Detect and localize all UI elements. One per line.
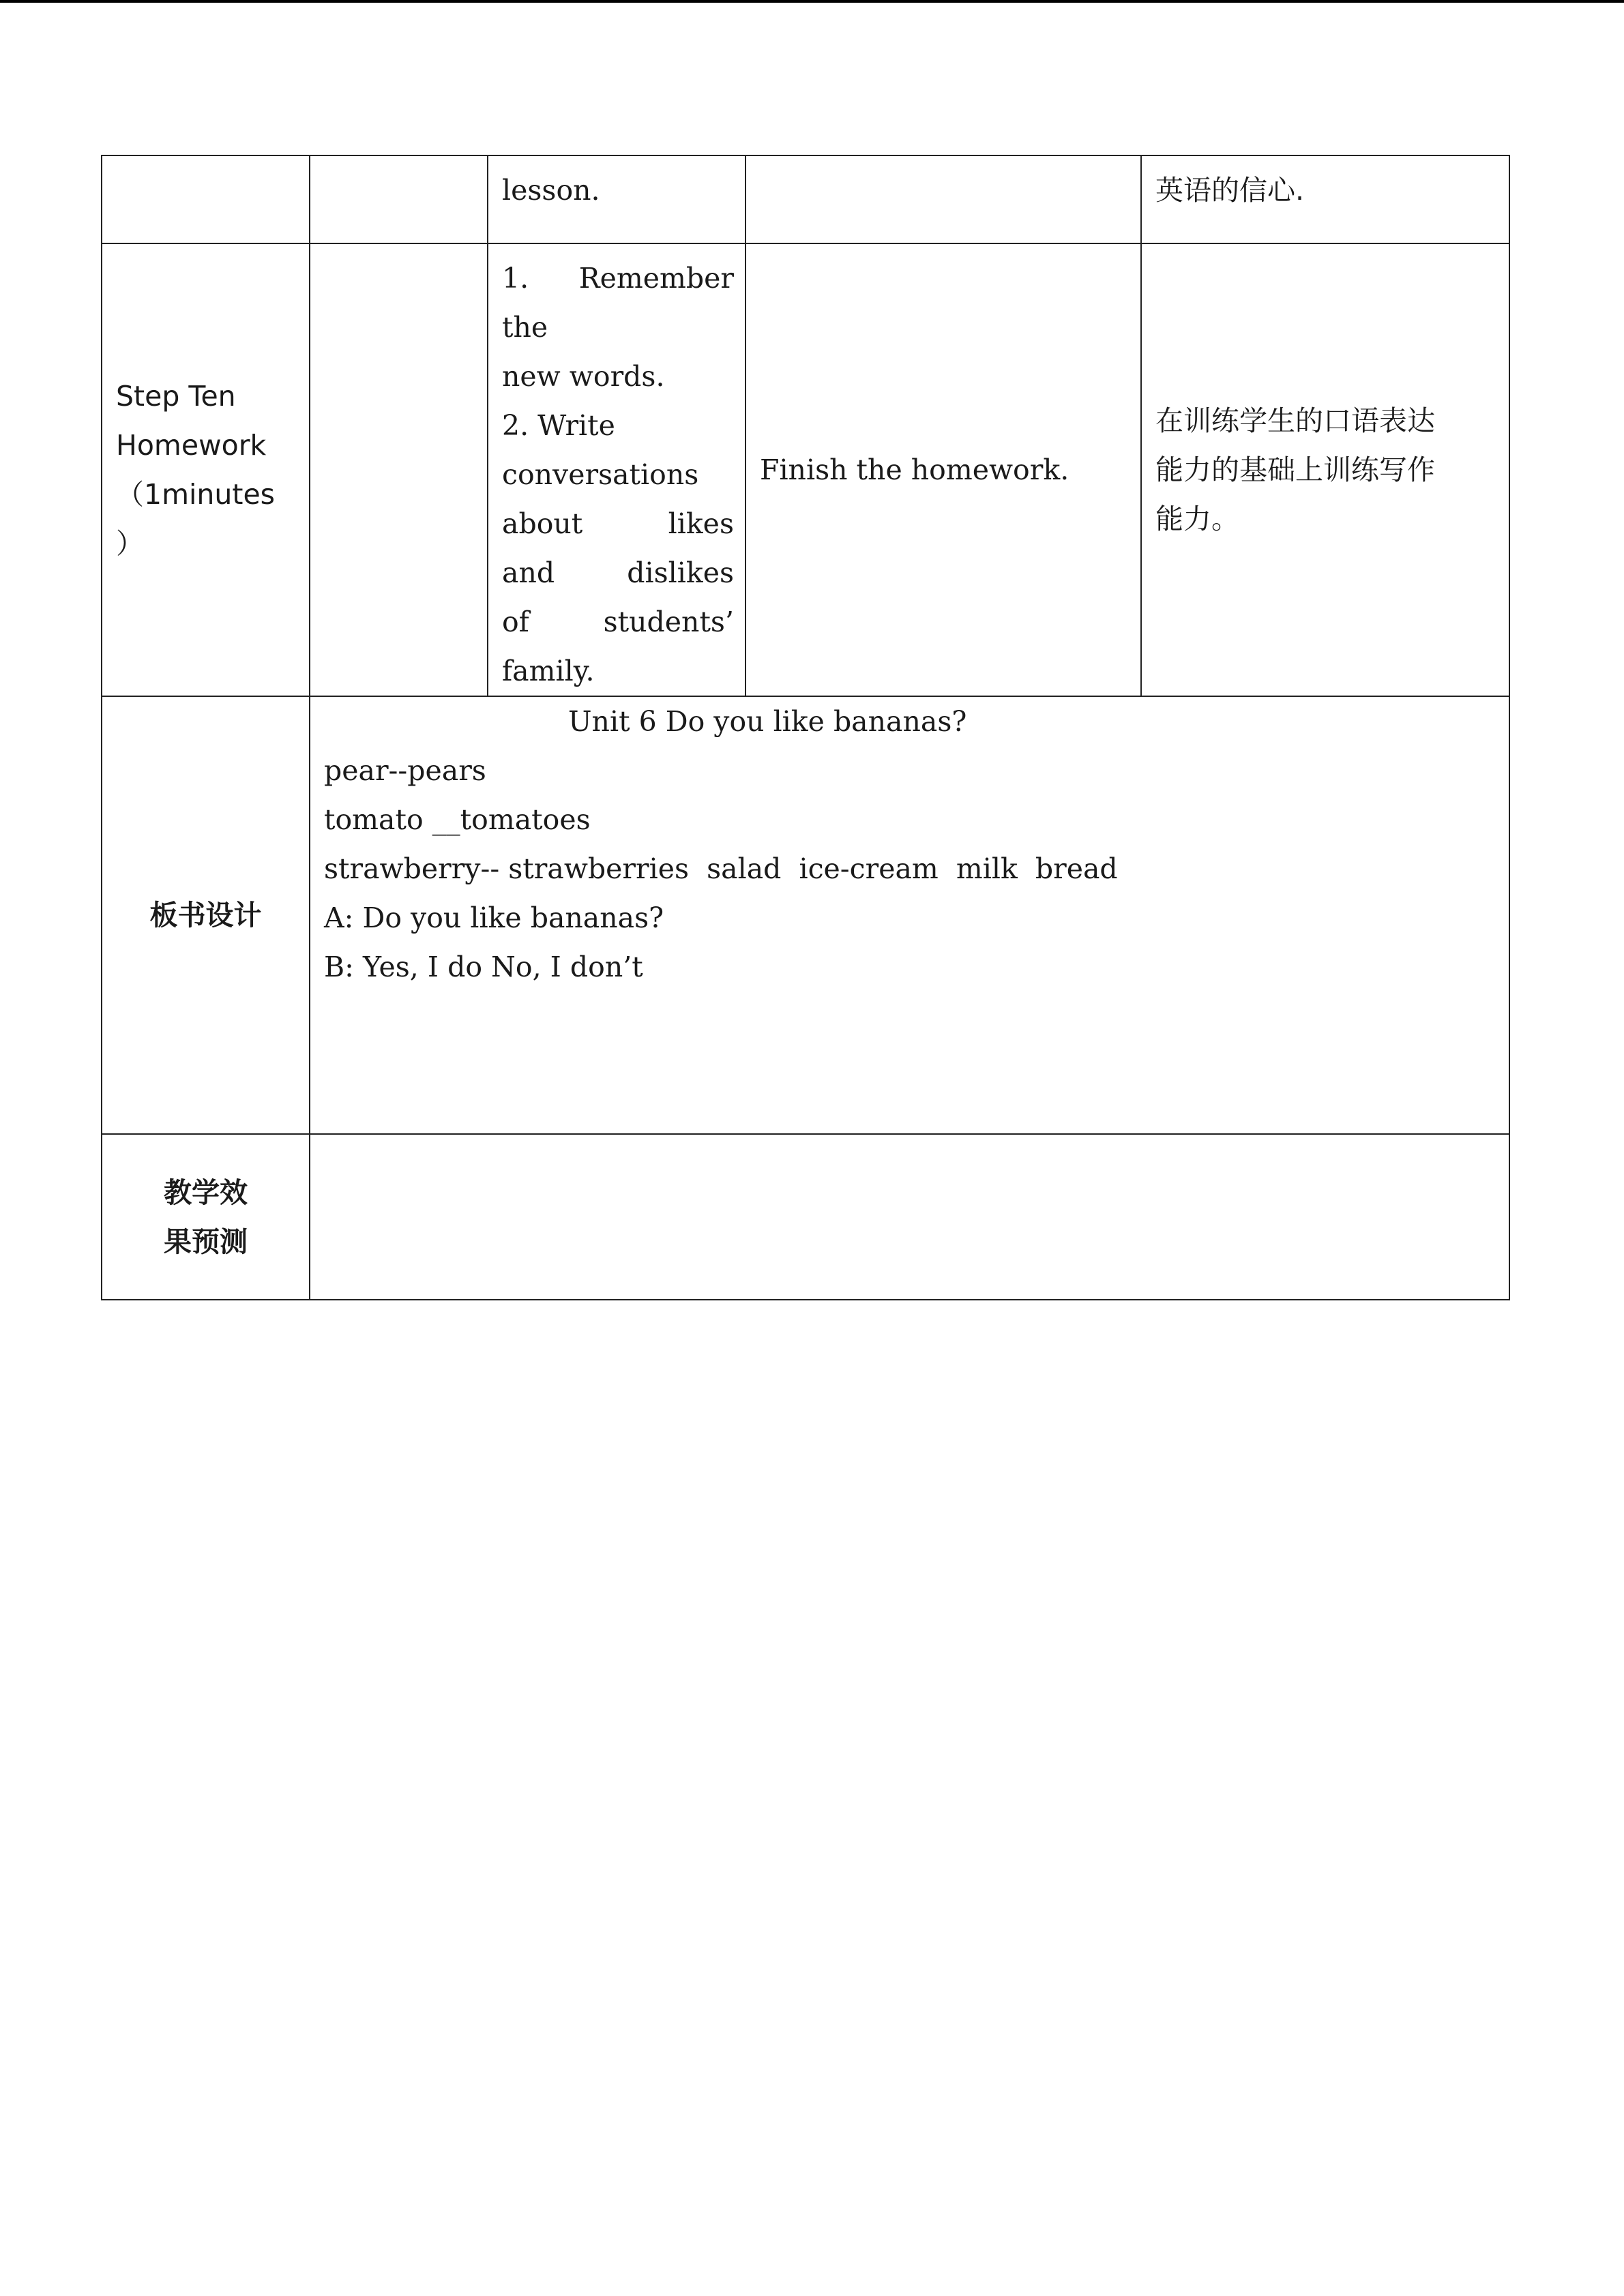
content-text: lesson. bbox=[502, 174, 600, 207]
homework-line: family. bbox=[502, 655, 595, 687]
activity-cell-empty bbox=[745, 155, 1141, 243]
table-row-prediction bbox=[102, 1134, 1509, 1300]
lesson-plan-table bbox=[101, 155, 1510, 1300]
step-label-line: Homework bbox=[116, 429, 267, 462]
homework-line: 1. Remember the bbox=[502, 262, 734, 344]
prediction-content-cell bbox=[310, 1134, 1509, 1300]
homework-line: 2. Write bbox=[502, 409, 615, 442]
board-line: pear--pears bbox=[324, 754, 486, 787]
homework-content-cell bbox=[488, 243, 745, 696]
step-ten-cell bbox=[102, 243, 310, 696]
step-cell-empty bbox=[102, 155, 310, 243]
step-label-line: （1minutes bbox=[116, 478, 276, 511]
prediction-label-line: 教学效 bbox=[164, 1176, 248, 1209]
prediction-label-line: 果预测 bbox=[164, 1225, 248, 1258]
prediction-label-cell bbox=[102, 1134, 310, 1300]
purpose-cell bbox=[1141, 155, 1509, 243]
purpose-text: 英语的信心. bbox=[1155, 174, 1305, 207]
step-label-line: ） bbox=[116, 527, 144, 560]
purpose-cell bbox=[1141, 243, 1509, 696]
page-top-rule bbox=[0, 0, 1624, 3]
board-design-label-cell bbox=[102, 696, 310, 1134]
board-line: A: Do you like bananas? bbox=[324, 901, 664, 934]
board-line: strawberry-- strawberries salad ice-cream milk bread bbox=[324, 852, 1118, 885]
purpose-line: 能力。 bbox=[1155, 503, 1239, 535]
board-line: tomato __tomatoes bbox=[324, 803, 591, 836]
table-row-board-design bbox=[102, 696, 1509, 1134]
time-cell-empty bbox=[310, 243, 488, 696]
purpose-line: 能力的基础上训练写作 bbox=[1155, 453, 1435, 486]
student-activity-cell bbox=[745, 243, 1141, 696]
time-cell-empty bbox=[310, 155, 488, 243]
student-activity-text: Finish the homework. bbox=[760, 453, 1069, 486]
homework-line: and dislikes bbox=[502, 556, 734, 589]
step-label-line: Step Ten bbox=[116, 380, 236, 413]
homework-line: of students’ bbox=[502, 606, 734, 638]
table-row-homework bbox=[102, 243, 1509, 696]
board-design-label: 板书设计 bbox=[149, 899, 262, 931]
board-line: B: Yes, I do No, I don’t bbox=[324, 951, 643, 983]
board-design-content-cell bbox=[310, 696, 1509, 1134]
homework-line: new words. bbox=[502, 360, 665, 393]
table-row-continuation bbox=[102, 155, 1509, 243]
content-cell bbox=[488, 155, 745, 243]
homework-line: conversations bbox=[502, 458, 699, 491]
purpose-line: 在训练学生的口语表达 bbox=[1155, 404, 1435, 437]
board-title: Unit 6 Do you like bananas? bbox=[568, 705, 967, 738]
homework-line: about likes bbox=[502, 507, 734, 540]
